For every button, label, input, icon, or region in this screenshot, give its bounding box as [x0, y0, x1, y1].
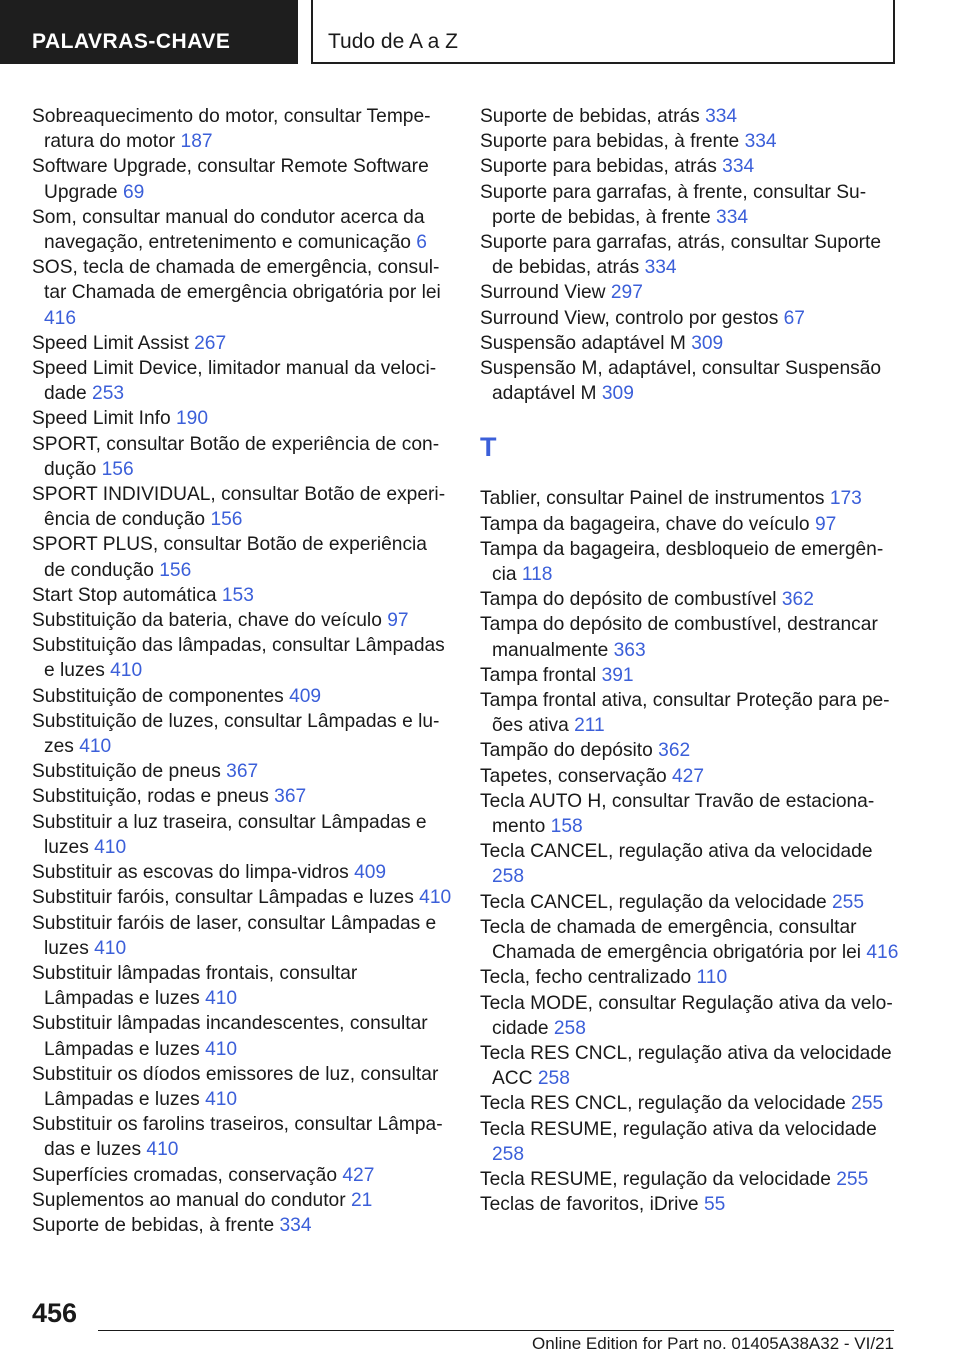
page-reference-link[interactable]: 21	[350, 1189, 373, 1211]
index-entry	[480, 915, 900, 965]
index-entry-text: Tampa da bagageira, chave do veículo	[480, 513, 810, 535]
index-entry-text: Surround View	[480, 282, 606, 304]
index-entry-text: Tecla RESUME, regulação ativa da velocidade	[480, 1118, 877, 1140]
index-entry-text: Tecla MODE, consultar Regulação ativa da velocidade	[480, 992, 893, 1039]
page-reference-link[interactable]: 367	[226, 761, 259, 783]
index-entry	[480, 612, 900, 662]
index-entry	[32, 1062, 452, 1112]
index-entry	[32, 860, 452, 885]
page-reference-link[interactable]: 153	[221, 584, 254, 606]
index-entry-text: Suporte para garrafas, à frente, consultar Suporte de bebidas, à frente	[480, 181, 867, 228]
index-entry	[32, 331, 452, 356]
index-entry-text: SPORT PLUS, consultar Botão de experiência de condução	[32, 534, 427, 581]
index-entry-text: Surround View, controlo por gestos	[480, 307, 779, 329]
index-entry	[480, 280, 900, 305]
index-entry	[32, 356, 452, 406]
index-entry-text: SPORT INDIVIDUAL, consultar Botão de experiência de condução	[32, 484, 446, 531]
page-reference-link[interactable]: 258	[492, 1143, 525, 1165]
index-entry	[32, 759, 452, 784]
page-reference-link[interactable]: 55	[703, 1194, 726, 1216]
page-reference-link[interactable]: 410	[146, 1139, 179, 1161]
page-reference-link[interactable]: 410	[110, 660, 143, 682]
page-reference-link[interactable]: 309	[601, 383, 634, 405]
index-entry-text: Suspensão M, adaptável, consultar Suspensão adaptável M	[480, 358, 882, 405]
page-reference-link[interactable]: 156	[101, 458, 134, 480]
index-entry-text: Tecla RES CNCL, regulação da velocidade	[480, 1093, 846, 1115]
page-number: 456	[32, 1298, 78, 1328]
page-reference-link[interactable]: 258	[553, 1017, 586, 1039]
index-entry-text: Tampa do depósito de combustível, destrancar manualmente	[480, 614, 878, 661]
page-reference-link[interactable]: 158	[550, 816, 583, 838]
index-entry	[32, 608, 452, 633]
page-reference-link[interactable]: 410	[94, 836, 127, 858]
index-entry-text: Tecla CANCEL, regulação ativa da velocidade	[480, 841, 873, 863]
index-entry	[32, 784, 452, 809]
index-entry-text: Tecla RES CNCL, regulação ativa da velocidade ACC	[480, 1042, 892, 1090]
index-entry-text: Suporte de bebidas, à frente	[32, 1214, 275, 1236]
index-entry	[480, 1091, 900, 1116]
page-reference-link[interactable]: 255	[851, 1093, 884, 1115]
index-entry	[480, 663, 900, 688]
index-column-left	[32, 104, 452, 1238]
index-entry-text: Teclas de favoritos, iDrive	[480, 1194, 699, 1216]
page-reference-link[interactable]: 297	[610, 282, 643, 304]
page-reference-link[interactable]: 255	[831, 891, 864, 913]
index-entry-text: Tapetes, conservação	[480, 765, 667, 787]
page-reference-link[interactable]: 334	[279, 1214, 312, 1236]
index-entry-text: Substituição, rodas e pneus	[32, 786, 269, 808]
index-entry	[32, 1011, 452, 1061]
index-entry-text: Tampa da bagageira, desbloqueio de emergência	[480, 538, 884, 586]
index-group-t	[480, 486, 900, 1217]
index-group-s	[480, 104, 900, 406]
index-entry	[32, 205, 452, 255]
index-entry-text: Substituir lâmpadas frontais, consultar Lâmpadas e luzes	[32, 962, 358, 1010]
page-reference-link[interactable]: 362	[658, 740, 691, 762]
page-reference-link[interactable]: 118	[521, 564, 553, 586]
index-entry	[480, 1117, 900, 1167]
index-entry	[32, 709, 452, 759]
index-entry	[480, 890, 900, 915]
subtitle-tab: Tudo de A a Z	[311, 0, 895, 64]
page-reference-link[interactable]: 334	[722, 156, 755, 178]
index-entry	[480, 129, 900, 154]
index-entry	[32, 583, 452, 608]
index-entry-text: Tampa do depósito de combustível	[480, 589, 777, 611]
page-reference-link[interactable]: 187	[180, 131, 213, 153]
index-entry	[480, 587, 900, 612]
page-reference-link[interactable]: 211	[574, 715, 605, 737]
index-entry-text: Substituição da bateria, chave do veículo	[32, 610, 382, 632]
page-reference-link[interactable]: 258	[537, 1068, 570, 1090]
page-reference-link[interactable]: 255	[836, 1168, 869, 1190]
index-entry-text: Suporte para bebidas, atrás	[480, 156, 717, 178]
index-entry	[480, 1192, 900, 1217]
index-entry-text: Superfícies cromadas, conservação	[32, 1164, 338, 1186]
page-reference-link[interactable]: 362	[781, 589, 814, 611]
page-reference-link[interactable]: 334	[705, 106, 738, 127]
index-entry	[480, 965, 900, 990]
index-entry	[32, 482, 452, 532]
page-reference-link[interactable]: 156	[159, 559, 192, 581]
page-reference-link[interactable]: 409	[354, 862, 387, 884]
index-entry-text: Speed Limit Info	[32, 408, 171, 430]
page-reference-link[interactable]: 416	[866, 942, 899, 964]
index-entry-text: Substituir faróis de laser, consultar Lâmpadas e luzes	[32, 912, 437, 959]
page-reference-link[interactable]: 410	[205, 1038, 238, 1060]
index-entry-text: Substituir faróis, consultar Lâmpadas e luzes	[32, 887, 414, 909]
index-entry-text: Substituição das lâmpadas, consultar Lâmpadas e luzes	[32, 635, 445, 682]
page-reference-link[interactable]: 258	[492, 866, 525, 888]
index-entry-text: Tecla AUTO H, consultar Travão de estacionamento	[480, 790, 875, 838]
index-entry-text: Tablier, consultar Painel de instrumentos	[480, 488, 825, 510]
page-reference-link[interactable]: 367	[274, 786, 307, 808]
index-entry	[32, 1163, 452, 1188]
index-entry	[480, 839, 900, 889]
section-letter-heading: T	[480, 432, 497, 463]
index-entry-text: Substituir as escovas do limpa-vidros	[32, 862, 349, 884]
index-entry	[480, 1167, 900, 1192]
index-entry	[480, 789, 900, 839]
index-entry-text: Som, consultar manual do condutor acerca da navegação, entretenimento e comunicação	[32, 206, 425, 254]
page-reference-link[interactable]: 267	[194, 332, 227, 354]
index-entry-text: Substituição de componentes	[32, 685, 284, 707]
index-entry	[32, 154, 452, 204]
index-entry-text: Substituir lâmpadas incandescentes, consultar Lâmpadas e luzes	[32, 1013, 428, 1060]
index-entry	[32, 885, 452, 910]
page-reference-link[interactable]: 309	[691, 332, 724, 354]
index-entry-text: Software Upgrade, consultar Remote Software Upgrade	[32, 156, 429, 203]
index-entry-text: SOS, tecla de chamada de emergência, consultar Chamada de emergência obrigatória por lei	[32, 257, 441, 304]
page-reference-link[interactable]: 427	[342, 1164, 375, 1186]
page-reference-link[interactable]: 334	[644, 257, 677, 279]
index-entry	[32, 810, 452, 860]
index-entry-text: Speed Limit Assist	[32, 332, 189, 354]
page-reference-link[interactable]: 6	[416, 232, 427, 254]
page-reference-link[interactable]: 410	[79, 736, 112, 758]
index-entry	[480, 331, 900, 356]
index-entry	[32, 432, 452, 482]
index-entry	[480, 230, 900, 280]
index-entry-text: Suporte para garrafas, atrás, consultar Suporte de bebidas, atrás	[480, 232, 882, 279]
page-reference-link[interactable]: 334	[716, 206, 749, 228]
index-entry-text: Tecla RESUME, regulação da velocidade	[480, 1168, 831, 1190]
index-entry	[480, 512, 900, 537]
page-reference-link[interactable]: 410	[419, 887, 452, 909]
page-reference-link[interactable]: 69	[122, 181, 145, 203]
index-entry	[480, 154, 900, 179]
index-entry	[32, 633, 452, 683]
page-reference-link[interactable]: 97	[814, 513, 837, 535]
index-entry	[480, 688, 900, 738]
index-entry-text: Speed Limit Device, limitador manual da velocidade	[32, 358, 437, 405]
index-entry	[480, 537, 900, 587]
index-entry-text: Tampão do depósito	[480, 740, 653, 762]
index-entry	[480, 764, 900, 789]
page-reference-link[interactable]: 334	[744, 131, 777, 153]
index-entry	[480, 486, 900, 511]
index-entry-text: Substituição de pneus	[32, 761, 221, 783]
page-reference-link[interactable]: 156	[210, 509, 243, 531]
page-reference-link[interactable]: 391	[601, 664, 634, 686]
page-reference-link[interactable]: 409	[289, 685, 322, 707]
index-entry-text: Sobreaquecimento do motor, consultar Temperatura do motor	[32, 106, 431, 153]
index-entry-text: Tampa frontal	[480, 664, 597, 686]
index-entry	[32, 911, 452, 961]
page-header	[0, 0, 960, 66]
index-entry	[32, 684, 452, 709]
page-reference-link[interactable]: 363	[613, 639, 646, 661]
index-column-right	[480, 104, 900, 1217]
index-entry-text: Substituir os farolins traseiros, consultar Lâmpadas e luzes	[32, 1114, 443, 1161]
index-entry	[32, 1213, 452, 1238]
index-entry	[480, 1041, 900, 1091]
page-reference-link[interactable]: 416	[44, 307, 77, 329]
index-entry-text: Suspensão adaptável M	[480, 332, 686, 354]
page-reference-link[interactable]: 410	[205, 988, 238, 1010]
index-entry-text: Suporte para bebidas, à frente	[480, 131, 740, 153]
index-entry	[480, 356, 900, 406]
index-entry-text: Substituir a luz traseira, consultar Lâmpadas e luzes	[32, 811, 427, 858]
page-reference-link[interactable]: 253	[92, 383, 125, 405]
section-tab: PALAVRAS-CHAVE	[0, 0, 298, 64]
index-entry	[480, 104, 900, 129]
edition-footer: Online Edition for Part no. 01405A38A32 - VI/21	[532, 1334, 894, 1353]
index-entry	[32, 406, 452, 431]
index-entry-text: Tecla CANCEL, regulação da velocidade	[480, 891, 827, 913]
index-entry-text: Substituir os díodos emissores de luz, consultar Lâmpadas e luzes	[32, 1063, 439, 1110]
index-entry-text: Start Stop automática	[32, 584, 217, 606]
index-entry-text: Tecla de chamada de emergência, consultar Chamada de emergência obrigatória por lei	[480, 916, 862, 964]
index-entry-text: Tampa frontal ativa, consultar Proteção para peões ativa	[480, 690, 890, 737]
index-entry-text: SPORT, consultar Botão de experiência de condução	[32, 433, 440, 480]
index-entry	[32, 961, 452, 1011]
index-entry-text: Substituição de luzes, consultar Lâmpadas e luzes	[32, 710, 440, 758]
page-reference-link[interactable]: 190	[176, 408, 209, 430]
index-entry	[32, 1188, 452, 1213]
index-entry-text: Suplementos ao manual do condutor	[32, 1189, 346, 1211]
index-entry-text: Tecla, fecho centralizado	[480, 967, 692, 989]
index-entry	[480, 738, 900, 763]
page-reference-link[interactable]: 97	[387, 610, 409, 632]
index-entry	[32, 255, 452, 331]
page-reference-link[interactable]: 410	[205, 1088, 238, 1110]
page-reference-link[interactable]: 67	[783, 307, 805, 329]
index-entry	[480, 180, 900, 230]
page-reference-link[interactable]: 410	[94, 937, 127, 959]
page-reference-link[interactable]: 173	[829, 488, 862, 510]
index-entry	[32, 1112, 452, 1162]
index-entry	[480, 991, 900, 1041]
page-reference-link[interactable]: 427	[672, 765, 705, 787]
page-reference-link[interactable]: 110	[696, 967, 728, 989]
footer-divider	[98, 1330, 894, 1331]
index-entry	[32, 104, 452, 154]
index-entry	[32, 532, 452, 582]
index-entry	[480, 306, 900, 331]
index-entry-text: Suporte de bebidas, atrás	[480, 106, 700, 127]
